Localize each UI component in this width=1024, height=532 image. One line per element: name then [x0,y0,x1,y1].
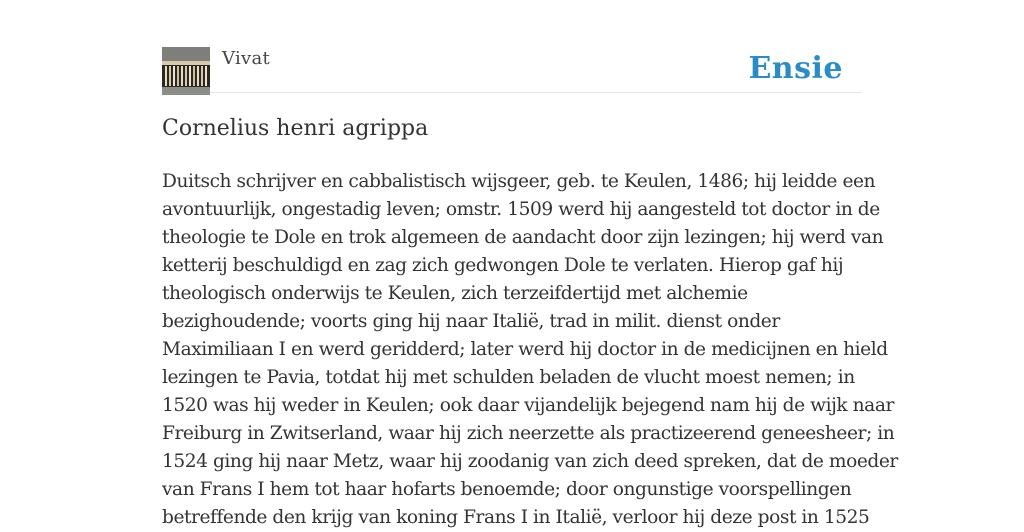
body-line: ketterij beschuldigd en zag zich gedwongen Dole te verlaten. Hierop gaf hij [162,255,844,276]
ensie-logo[interactable]: Ensie [748,51,843,86]
body-line: Freiburg in Zwitserland, waar hij zich neerzette als practizeerend geneesheer; in [162,423,895,444]
bookshelf-avatar-icon [162,47,210,95]
body-line: Maximiliaan I en werd geridderd; later werd hij doctor in de medicijnen en hield [162,339,888,360]
body-line: avontuurlijk, ongestadig leven; omstr. 1509 werd hij aangesteld tot doctor in de [162,199,880,220]
article-title: Cornelius henri agrippa [162,116,429,141]
body-line: 1524 ging hij naar Metz, waar hij zoodanig van zich deed spreken, dat de moeder [162,451,898,472]
body-line: theologie te Dole en trok algemeen de aandacht door zijn lezingen; hij werd van [162,227,884,248]
body-line: Duitsch schrijver en cabbalistisch wijsgeer, geb. te Keulen, 1486; hij leidde een [162,171,876,192]
article-body [162,168,898,532]
author-avatar[interactable] [162,47,210,95]
body-line: 1520 was hij weder in Keulen; ook daar vijandelijk bejegend nam hij de wijk naar [162,395,894,416]
body-line: van Frans I hem tot haar hofarts benoemde; door ongunstige voorspellingen [162,479,852,500]
body-line: bezighoudende; voorts ging hij naar Italië, trad in milit. dienst onder [162,311,780,332]
body-line: lezingen te Pavia, totdat hij met schulden beladen de vlucht moest nemen; in [162,367,855,388]
author-name[interactable]: Vivat [222,48,271,69]
page [162,0,898,528]
header [162,46,862,93]
body-line: theologisch onderwijs te Keulen, zich terzeifdertijd met alchemie [162,283,748,304]
body-line: betreffende den krijg van koning Frans I in Italië, verloor hij deze post in 1525 [162,507,870,528]
